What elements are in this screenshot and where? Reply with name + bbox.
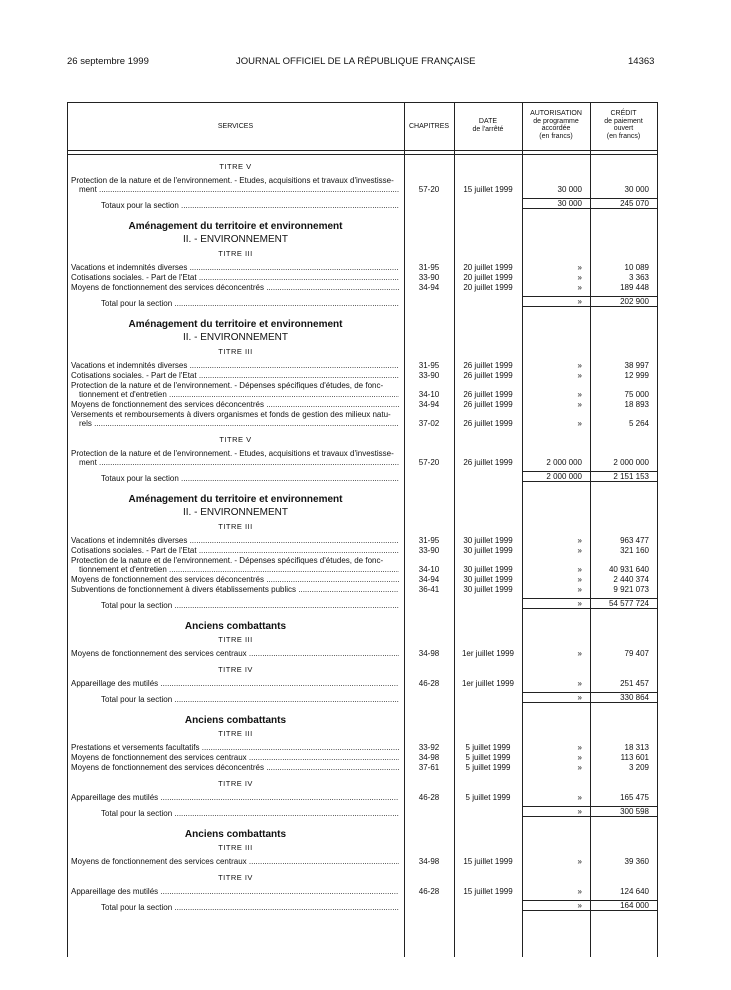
col-credit: CRÉDIT de paiement ouvert (en francs) <box>604 110 643 140</box>
row-credit: 75 000 <box>624 390 649 399</box>
row-autorisation: » <box>577 887 582 896</box>
row-credit: 5 264 <box>628 419 649 428</box>
row-chapitre: 57-20 <box>418 458 440 467</box>
section-title: Anciens combattants <box>184 621 287 632</box>
row-chapitre: 33-90 <box>418 546 440 555</box>
row-chapitre: 37-02 <box>418 419 440 428</box>
total-label: Totaux pour la section ..... <box>101 474 399 483</box>
row-label: Cotisations sociales. - Part de l'Etat ..... <box>71 371 399 380</box>
row-label-cont: ment ..... <box>79 185 399 194</box>
row-credit: 10 089 <box>624 263 649 272</box>
row-label-cont: ment ..... <box>79 458 399 467</box>
row-date: 30 juillet 1999 <box>463 575 513 584</box>
total-credit: 164 000 <box>620 901 649 910</box>
titre-heading: TITRE III <box>218 729 253 738</box>
row-chapitre: 34-98 <box>418 857 440 866</box>
row-label: Prestations et versements facultatifs ..... <box>71 743 399 752</box>
total-autorisation: » <box>577 297 582 306</box>
row-label-cont: tionnement et d'entretien ..... <box>79 565 399 574</box>
row-label: Moyens de fonctionnement des services déconcentrés ..... <box>71 763 399 772</box>
titre-heading: TITRE IV <box>218 873 253 882</box>
row-label: Vacations et indemnités diverses ..... <box>71 361 399 370</box>
row-autorisation: » <box>577 743 582 752</box>
row-credit: 18 893 <box>624 400 649 409</box>
row-chapitre: 31-95 <box>418 263 440 272</box>
row-label: Moyens de fonctionnement des services déconcentrés ..... <box>71 575 399 584</box>
row-date: 26 juillet 1999 <box>463 371 513 380</box>
total-autorisation: » <box>577 693 582 702</box>
total-label: Total pour la section ..... <box>101 299 399 308</box>
row-autorisation: » <box>577 419 582 428</box>
total-autorisation: » <box>577 807 582 816</box>
row-credit: 79 407 <box>624 649 649 658</box>
row-credit: 3 363 <box>628 273 649 282</box>
row-credit: 2 000 000 <box>613 458 649 467</box>
section-subtitle: II. - ENVIRONNEMENT <box>182 507 288 518</box>
total-credit: 245 070 <box>620 199 649 208</box>
row-credit: 38 997 <box>624 361 649 370</box>
row-autorisation: » <box>577 585 582 594</box>
row-autorisation: 2 000 000 <box>546 458 582 467</box>
row-chapitre: 57-20 <box>418 185 440 194</box>
row-label: Protection de la nature et de l'environnement. - Etudes, acquisitions et travaux d'investisse- <box>71 449 394 458</box>
row-autorisation: » <box>577 679 582 688</box>
row-chapitre: 34-94 <box>418 575 440 584</box>
row-chapitre: 34-94 <box>418 283 440 292</box>
row-chapitre: 34-10 <box>418 565 440 574</box>
total-autorisation: 2 000 000 <box>546 472 582 481</box>
row-chapitre: 33-90 <box>418 371 440 380</box>
row-label: Moyens de fonctionnement des services centraux ..... <box>71 753 399 762</box>
row-label: Moyens de fonctionnement des services centraux ..... <box>71 857 399 866</box>
row-date: 26 juillet 1999 <box>463 400 513 409</box>
row-credit: 39 360 <box>624 857 649 866</box>
row-label: Moyens de fonctionnement des services déconcentrés ..... <box>71 400 399 409</box>
row-label: Protection de la nature et de l'environnement. - Etudes, acquisitions et travaux d'investisse- <box>71 176 394 185</box>
row-chapitre: 34-98 <box>418 649 440 658</box>
row-label: Cotisations sociales. - Part de l'Etat ..... <box>71 273 399 282</box>
row-autorisation: » <box>577 390 582 399</box>
row-date: 5 juillet 1999 <box>465 793 511 802</box>
row-autorisation: » <box>577 793 582 802</box>
row-date: 15 juillet 1999 <box>463 185 513 194</box>
titre-heading: TITRE V <box>219 162 252 171</box>
section-subtitle: II. - ENVIRONNEMENT <box>182 332 288 343</box>
journal-title: JOURNAL OFFICIEL DE LA RÉPUBLIQUE FRANÇAISE <box>236 56 476 67</box>
row-date: 30 juillet 1999 <box>463 546 513 555</box>
row-autorisation: 30 000 <box>557 185 582 194</box>
titre-heading: TITRE IV <box>218 665 253 674</box>
row-date: 15 juillet 1999 <box>463 857 513 866</box>
col-services: SERVICES <box>217 123 254 130</box>
row-autorisation: » <box>577 263 582 272</box>
row-autorisation: » <box>577 753 582 762</box>
row-autorisation: » <box>577 857 582 866</box>
row-credit: 3 209 <box>628 763 649 772</box>
row-date: 26 juillet 1999 <box>463 458 513 467</box>
row-autorisation: » <box>577 763 582 772</box>
row-credit: 2 440 374 <box>613 575 649 584</box>
titre-heading: TITRE III <box>218 249 253 258</box>
row-autorisation: » <box>577 273 582 282</box>
row-autorisation: » <box>577 371 582 380</box>
row-autorisation: » <box>577 649 582 658</box>
row-date: 20 juillet 1999 <box>463 263 513 272</box>
section-subtitle: II. - ENVIRONNEMENT <box>182 234 288 245</box>
row-autorisation: » <box>577 283 582 292</box>
section-title: Aménagement du territoire et environnement <box>128 221 343 232</box>
row-label: Protection de la nature et de l'environnement. - Dépenses spécifiques d'études, de fonc- <box>71 556 384 565</box>
row-credit: 963 477 <box>620 536 649 545</box>
row-date: 5 juillet 1999 <box>465 753 511 762</box>
row-date: 20 juillet 1999 <box>463 283 513 292</box>
row-credit: 18 313 <box>624 743 649 752</box>
total-label: Total pour la section ..... <box>101 903 399 912</box>
titre-heading: TITRE III <box>218 635 253 644</box>
row-label-cont: tionnement et d'entretien ..... <box>79 390 399 399</box>
total-credit: 202 900 <box>620 297 649 306</box>
row-label: Vacations et indemnités diverses ..... <box>71 263 399 272</box>
total-credit: 2 151 153 <box>613 472 649 481</box>
row-date: 26 juillet 1999 <box>463 419 513 428</box>
row-label: Versements et remboursements à divers organismes et fonds de gestion des milieux natu- <box>71 410 391 419</box>
total-label: Total pour la section ..... <box>101 601 399 610</box>
row-chapitre: 46-28 <box>418 679 440 688</box>
total-label: Total pour la section ..... <box>101 695 399 704</box>
page-date: 26 septembre 1999 <box>67 56 149 67</box>
row-date: 1er juillet 1999 <box>461 649 515 658</box>
row-chapitre: 46-28 <box>418 793 440 802</box>
col-date: DATE de l'arrêté <box>472 118 504 133</box>
row-label: Cotisations sociales. - Part de l'Etat ..... <box>71 546 399 555</box>
row-chapitre: 33-92 <box>418 743 440 752</box>
total-label: Totaux pour la section ..... <box>101 201 399 210</box>
total-autorisation: » <box>577 599 582 608</box>
row-chapitre: 33-90 <box>418 273 440 282</box>
row-date: 26 juillet 1999 <box>463 361 513 370</box>
row-label: Moyens de fonctionnement des services déconcentrés ..... <box>71 283 399 292</box>
credits-table <box>67 102 658 957</box>
row-autorisation: » <box>577 536 582 545</box>
row-date: 26 juillet 1999 <box>463 390 513 399</box>
row-credit: 189 448 <box>620 283 649 292</box>
row-chapitre: 31-95 <box>418 536 440 545</box>
row-date: 30 juillet 1999 <box>463 536 513 545</box>
row-credit: 165 475 <box>620 793 649 802</box>
section-title: Aménagement du territoire et environnement <box>128 319 343 330</box>
row-chapitre: 31-95 <box>418 361 440 370</box>
row-chapitre: 34-98 <box>418 753 440 762</box>
total-autorisation: 30 000 <box>557 199 582 208</box>
row-autorisation: » <box>577 575 582 584</box>
row-credit: 321 160 <box>620 546 649 555</box>
row-chapitre: 37-61 <box>418 763 440 772</box>
row-label-cont: rels ..... <box>79 419 399 428</box>
row-date: 30 juillet 1999 <box>463 565 513 574</box>
row-date: 5 juillet 1999 <box>465 763 511 772</box>
row-autorisation: » <box>577 546 582 555</box>
row-label: Appareillage des mutilés ..... <box>71 887 399 896</box>
row-date: 5 juillet 1999 <box>465 743 511 752</box>
total-credit: 54 577 724 <box>608 599 649 608</box>
row-label: Moyens de fonctionnement des services centraux ..... <box>71 649 399 658</box>
row-label: Vacations et indemnités diverses ..... <box>71 536 399 545</box>
row-autorisation: » <box>577 361 582 370</box>
titre-heading: TITRE III <box>218 843 253 852</box>
total-autorisation: » <box>577 901 582 910</box>
section-title: Anciens combattants <box>184 715 287 726</box>
row-chapitre: 36-41 <box>418 585 440 594</box>
titre-heading: TITRE V <box>219 435 252 444</box>
row-autorisation: » <box>577 400 582 409</box>
row-label: Appareillage des mutilés ..... <box>71 793 399 802</box>
section-title: Aménagement du territoire et environnement <box>128 494 343 505</box>
titre-heading: TITRE IV <box>218 779 253 788</box>
page-number: 14363 <box>628 56 655 67</box>
row-date: 20 juillet 1999 <box>463 273 513 282</box>
row-credit: 12 999 <box>624 371 649 380</box>
row-label: Appareillage des mutilés ..... <box>71 679 399 688</box>
row-credit: 251 457 <box>620 679 649 688</box>
row-date: 30 juillet 1999 <box>463 585 513 594</box>
row-credit: 9 921 073 <box>613 585 649 594</box>
row-credit: 124 640 <box>620 887 649 896</box>
section-title: Anciens combattants <box>184 829 287 840</box>
titre-heading: TITRE III <box>218 347 253 356</box>
row-date: 1er juillet 1999 <box>461 679 515 688</box>
row-autorisation: » <box>577 565 582 574</box>
row-credit: 30 000 <box>624 185 649 194</box>
col-autorisation: AUTORISATION de programme accordée (en francs) <box>530 110 582 140</box>
row-label: Protection de la nature et de l'environnement. - Dépenses spécifiques d'études, de fonc- <box>71 381 384 390</box>
row-chapitre: 34-94 <box>418 400 440 409</box>
row-label: Subventions de fonctionnement à divers établissements publics ..... <box>71 585 399 594</box>
row-credit: 113 601 <box>620 753 649 762</box>
col-chapitres: CHAPITRES <box>408 123 450 130</box>
row-chapitre: 34-10 <box>418 390 440 399</box>
row-date: 15 juillet 1999 <box>463 887 513 896</box>
total-credit: 300 598 <box>620 807 649 816</box>
row-chapitre: 46-28 <box>418 887 440 896</box>
total-label: Total pour la section ..... <box>101 809 399 818</box>
titre-heading: TITRE III <box>218 522 253 531</box>
total-credit: 330 864 <box>620 693 649 702</box>
row-credit: 40 931 640 <box>608 565 649 574</box>
